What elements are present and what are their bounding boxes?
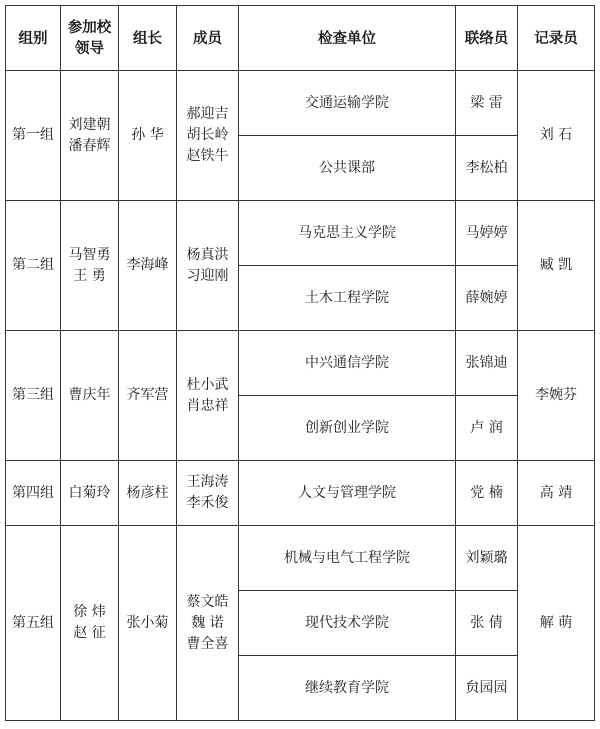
group-recorder: 臧 凯	[518, 201, 595, 331]
group-members	[177, 71, 239, 201]
unit-liaison: 马婷婷	[456, 201, 518, 266]
group-leaders-line: 白菊玲	[68, 484, 111, 501]
unit-name: 人文与管理学院	[239, 461, 456, 526]
group-head: 张小菊	[119, 526, 177, 721]
unit-name: 创新创业学院	[239, 396, 456, 461]
group-recorder: 高 靖	[518, 461, 595, 526]
header-row	[6, 6, 595, 71]
group-name: 第四组	[6, 461, 61, 526]
group-leaders-line: 曹庆年	[68, 387, 111, 403]
group-members	[177, 461, 239, 526]
header-head: 组长	[119, 6, 177, 71]
unit-liaison: 张锦迪	[456, 331, 518, 396]
unit-name: 中兴通信学院	[239, 331, 456, 396]
group-leaders-line: 赵 征	[73, 625, 106, 641]
group-leaders-line: 潘春辉	[68, 137, 111, 154]
header-liaison: 联络员	[456, 6, 518, 71]
table-body	[6, 71, 595, 721]
unit-liaison: 李松柏	[456, 136, 518, 201]
unit-name: 公共课部	[239, 136, 456, 201]
group-head: 杨彦柱	[119, 461, 177, 526]
unit-name: 继续教育学院	[239, 656, 456, 721]
unit-liaison: 党 楠	[456, 461, 518, 526]
group-leaders	[61, 331, 119, 461]
group-leaders-line: 王 勇	[73, 267, 106, 284]
table-row	[6, 526, 595, 591]
header-units: 检查单位	[239, 6, 456, 71]
unit-liaison: 梁 雷	[456, 71, 518, 136]
group-recorder: 解 萌	[518, 526, 595, 721]
table-row	[6, 461, 595, 526]
group-recorder: 刘 石	[518, 71, 595, 201]
group-members-line: 胡长岭	[186, 127, 229, 143]
group-leaders	[61, 461, 119, 526]
group-members-line: 杜小武	[186, 376, 229, 393]
group-leaders	[61, 201, 119, 331]
group-name: 第一组	[6, 71, 61, 201]
table-row	[6, 331, 595, 396]
group-leaders-line: 刘建朝	[68, 116, 111, 133]
group-members-line: 李禾俊	[186, 495, 229, 511]
unit-liaison: 刘颖璐	[456, 526, 518, 591]
group-name: 第二组	[6, 201, 61, 331]
group-members-line: 杨真洪	[186, 246, 229, 263]
unit-liaison: 张 倩	[456, 591, 518, 656]
header-group: 组别	[6, 6, 61, 71]
group-members-line: 蔡文皓	[186, 593, 229, 610]
group-members-line: 赵铁牛	[186, 148, 229, 164]
group-members-line: 魏 诺	[191, 614, 224, 631]
group-members-line: 郝迎吉	[186, 106, 229, 122]
group-leaders	[61, 526, 119, 721]
group-members	[177, 201, 239, 331]
unit-liaison: 薛婉婷	[456, 266, 518, 331]
group-members-line: 王海涛	[186, 474, 229, 490]
group-recorder: 李婉芬	[518, 331, 595, 461]
unit-name: 土木工程学院	[239, 266, 456, 331]
unit-name: 马克思主义学院	[239, 201, 456, 266]
group-members-line: 习迎刚	[186, 267, 229, 284]
unit-name: 交通运输学院	[239, 71, 456, 136]
group-name: 第三组	[6, 331, 61, 461]
group-head: 李海峰	[119, 201, 177, 331]
unit-liaison: 贠园园	[456, 656, 518, 721]
unit-liaison: 卢 润	[456, 396, 518, 461]
group-head: 孙 华	[119, 71, 177, 201]
group-members	[177, 526, 239, 721]
group-leaders-line: 徐 炜	[73, 604, 106, 620]
group-leaders-line: 马智勇	[68, 246, 111, 263]
unit-name: 现代技术学院	[239, 591, 456, 656]
table-row	[6, 201, 595, 266]
unit-name: 机械与电气工程学院	[239, 526, 456, 591]
group-name: 第五组	[6, 526, 61, 721]
table-row	[6, 71, 595, 136]
group-leaders	[61, 71, 119, 201]
header-members: 成员	[177, 6, 239, 71]
group-head: 齐军营	[119, 331, 177, 461]
group-members-line: 曹全喜	[186, 635, 229, 652]
group-members-line: 肖忠祥	[186, 397, 229, 414]
header-recorder: 记录员	[518, 6, 595, 71]
group-members	[177, 331, 239, 461]
inspection-group-table	[5, 5, 595, 721]
header-leaders: 参加校领导	[61, 6, 119, 71]
